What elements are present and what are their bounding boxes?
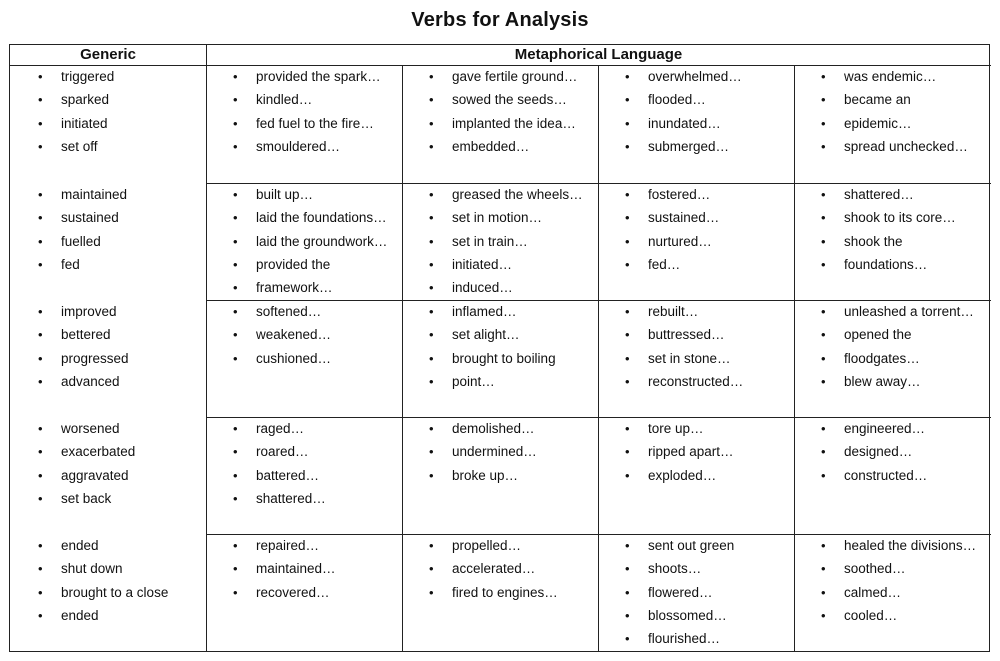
bullet-list: [429, 183, 583, 299]
list-item: • ended: [38, 534, 168, 557]
metaphor-cell: [821, 183, 956, 276]
list-item: • set back: [38, 487, 135, 510]
list-item: • calmed…: [821, 581, 976, 604]
bullet-list: [625, 65, 742, 158]
bullet-list: [429, 300, 556, 393]
list-item: • triggered: [38, 65, 114, 88]
list-item: • initiated: [38, 112, 114, 135]
list-item: • improved: [38, 300, 129, 323]
bullet-list: [233, 417, 326, 510]
bullet-list: [821, 417, 927, 487]
list-item: • constructed…: [821, 464, 927, 487]
list-item: • overwhelmed…: [625, 65, 742, 88]
list-item: • recovered…: [233, 581, 336, 604]
bullet-list: [625, 417, 734, 487]
bullet-list: [625, 300, 743, 393]
list-item: • became an: [821, 88, 968, 111]
generic-cell: [38, 65, 114, 158]
list-item: • opened the: [821, 323, 974, 346]
bullet-list: [38, 534, 168, 627]
list-item: • was endemic…: [821, 65, 968, 88]
list-item: • embedded…: [429, 135, 577, 158]
metaphor-cell: [821, 534, 976, 627]
generic-cell: [38, 534, 168, 627]
list-item: • tore up…: [625, 417, 734, 440]
list-item: • laid the groundwork…: [233, 230, 387, 253]
bullet-list: [625, 183, 719, 276]
list-item: • softened…: [233, 300, 331, 323]
list-item: • nurtured…: [625, 230, 719, 253]
list-item: • induced…: [429, 276, 583, 299]
list-item: • fed fuel to the fire…: [233, 112, 381, 135]
list-item: • set off: [38, 135, 114, 158]
list-item: • set in motion…: [429, 206, 583, 229]
document-title: Verbs for Analysis: [411, 9, 589, 31]
list-item: • spread unchecked…: [821, 135, 968, 158]
list-item: • exacerbated: [38, 440, 135, 463]
list-item: • inflamed…: [429, 300, 556, 323]
bullet-list: [821, 534, 976, 627]
list-item: • weakened…: [233, 323, 331, 346]
bullet-list: [233, 300, 331, 370]
bullet-list: [625, 534, 734, 650]
list-item: • propelled…: [429, 534, 558, 557]
list-item: • kindled…: [233, 88, 381, 111]
list-item: • inundated…: [625, 112, 742, 135]
list-item: • sowed the seeds…: [429, 88, 577, 111]
list-item: • brought to boiling: [429, 347, 556, 370]
list-item: • battered…: [233, 464, 326, 487]
verbs-table: [9, 44, 990, 652]
list-item: • maintained: [38, 183, 127, 206]
metaphor-cell: [625, 300, 743, 393]
list-item: • fed: [38, 253, 127, 276]
metaphor-cell: [233, 183, 387, 299]
list-item: • provided the: [233, 253, 387, 276]
list-item: • maintained…: [233, 557, 336, 580]
list-item: • initiated…: [429, 253, 583, 276]
column-divider: [598, 65, 599, 652]
list-item: • sustained…: [625, 206, 719, 229]
metaphor-cell: [821, 417, 927, 487]
list-item: • set in train…: [429, 230, 583, 253]
list-item: • progressed: [38, 347, 129, 370]
metaphor-cell: [233, 534, 336, 604]
bullet-list: [233, 534, 336, 604]
bullet-list: [38, 183, 127, 276]
list-item: • brought to a close: [38, 581, 168, 604]
list-item: • undermined…: [429, 440, 537, 463]
list-item: • cooled…: [821, 604, 976, 627]
list-item: • healed the divisions…: [821, 534, 976, 557]
bullet-list: [821, 65, 968, 158]
list-item: • blossomed…: [625, 604, 734, 627]
column-divider: [206, 45, 207, 652]
list-item: • sparked: [38, 88, 114, 111]
list-item: • flooded…: [625, 88, 742, 111]
metaphor-cell: [625, 65, 742, 158]
list-item: • worsened: [38, 417, 135, 440]
metaphor-cell: [429, 65, 577, 158]
list-item: • roared…: [233, 440, 326, 463]
list-item: • gave fertile ground…: [429, 65, 577, 88]
list-item: • sent out green: [625, 534, 734, 557]
list-item: • reconstructed…: [625, 370, 743, 393]
metaphor-cell: [233, 300, 331, 370]
generic-cell: [38, 417, 135, 510]
list-item: • set alight…: [429, 323, 556, 346]
list-item: • shook the: [821, 230, 956, 253]
metaphor-cell: [429, 534, 558, 604]
bullet-list: [429, 417, 537, 487]
list-item: • fostered…: [625, 183, 719, 206]
metaphor-cell: [821, 300, 974, 393]
bullet-list: [429, 534, 558, 604]
list-item: • fed…: [625, 253, 719, 276]
metaphor-cell: [233, 417, 326, 510]
metaphor-cell: [821, 65, 968, 158]
list-item: • laid the foundations…: [233, 206, 387, 229]
list-item: • cushioned…: [233, 347, 331, 370]
bullet-list: [38, 417, 135, 510]
list-item: • shook to its core…: [821, 206, 956, 229]
list-item: • buttressed…: [625, 323, 743, 346]
list-item: • shoots…: [625, 557, 734, 580]
list-item: • built up…: [233, 183, 387, 206]
list-item: • fired to engines…: [429, 581, 558, 604]
list-item: • accelerated…: [429, 557, 558, 580]
metaphor-cell: [625, 183, 719, 276]
header-metaphorical-language: Metaphorical Language: [514, 46, 683, 63]
list-item: • raged…: [233, 417, 326, 440]
list-item: • sustained: [38, 206, 127, 229]
list-item: • foundations…: [821, 253, 956, 276]
list-item: • ripped apart…: [625, 440, 734, 463]
generic-cell: [38, 300, 129, 393]
list-item: • flowered…: [625, 581, 734, 604]
list-item: • soothed…: [821, 557, 976, 580]
list-item: • ended: [38, 604, 168, 627]
list-item: • engineered…: [821, 417, 927, 440]
list-item: • set in stone…: [625, 347, 743, 370]
metaphor-cell: [429, 300, 556, 393]
bullet-list: [821, 300, 974, 393]
list-item: • aggravated: [38, 464, 135, 487]
list-item: • submerged…: [625, 135, 742, 158]
list-item: • smouldered…: [233, 135, 381, 158]
list-item: • demolished…: [429, 417, 537, 440]
list-item: • framework…: [233, 276, 387, 299]
column-divider: [794, 65, 795, 652]
bullet-list: [233, 65, 381, 158]
metaphor-cell: [233, 65, 381, 158]
metaphor-cell: [429, 183, 583, 299]
header-generic: Generic: [80, 46, 136, 63]
list-item: • shut down: [38, 557, 168, 580]
column-divider: [402, 65, 403, 652]
generic-cell: [38, 183, 127, 276]
bullet-list: [233, 183, 387, 299]
list-item: • point…: [429, 370, 556, 393]
bullet-list: [429, 65, 577, 158]
list-item: • bettered: [38, 323, 129, 346]
list-item: • fuelled: [38, 230, 127, 253]
list-item: • floodgates…: [821, 347, 974, 370]
metaphor-cell: [429, 417, 537, 487]
list-item: • shattered…: [233, 487, 326, 510]
list-item: • broke up…: [429, 464, 537, 487]
metaphor-cell: [625, 534, 734, 650]
list-item: • advanced: [38, 370, 129, 393]
list-item: • rebuilt…: [625, 300, 743, 323]
list-item: • unleashed a torrent…: [821, 300, 974, 323]
list-item: • shattered…: [821, 183, 956, 206]
list-item: • epidemic…: [821, 112, 968, 135]
list-item: • designed…: [821, 440, 927, 463]
bullet-list: [38, 300, 129, 393]
bullet-list: [38, 65, 114, 158]
list-item: • repaired…: [233, 534, 336, 557]
metaphor-cell: [625, 417, 734, 487]
list-item: • implanted the idea…: [429, 112, 577, 135]
list-item: • blew away…: [821, 370, 974, 393]
list-item: • greased the wheels…: [429, 183, 583, 206]
list-item: • flourished…: [625, 627, 734, 650]
bullet-list: [821, 183, 956, 276]
list-item: • provided the spark…: [233, 65, 381, 88]
list-item: • exploded…: [625, 464, 734, 487]
